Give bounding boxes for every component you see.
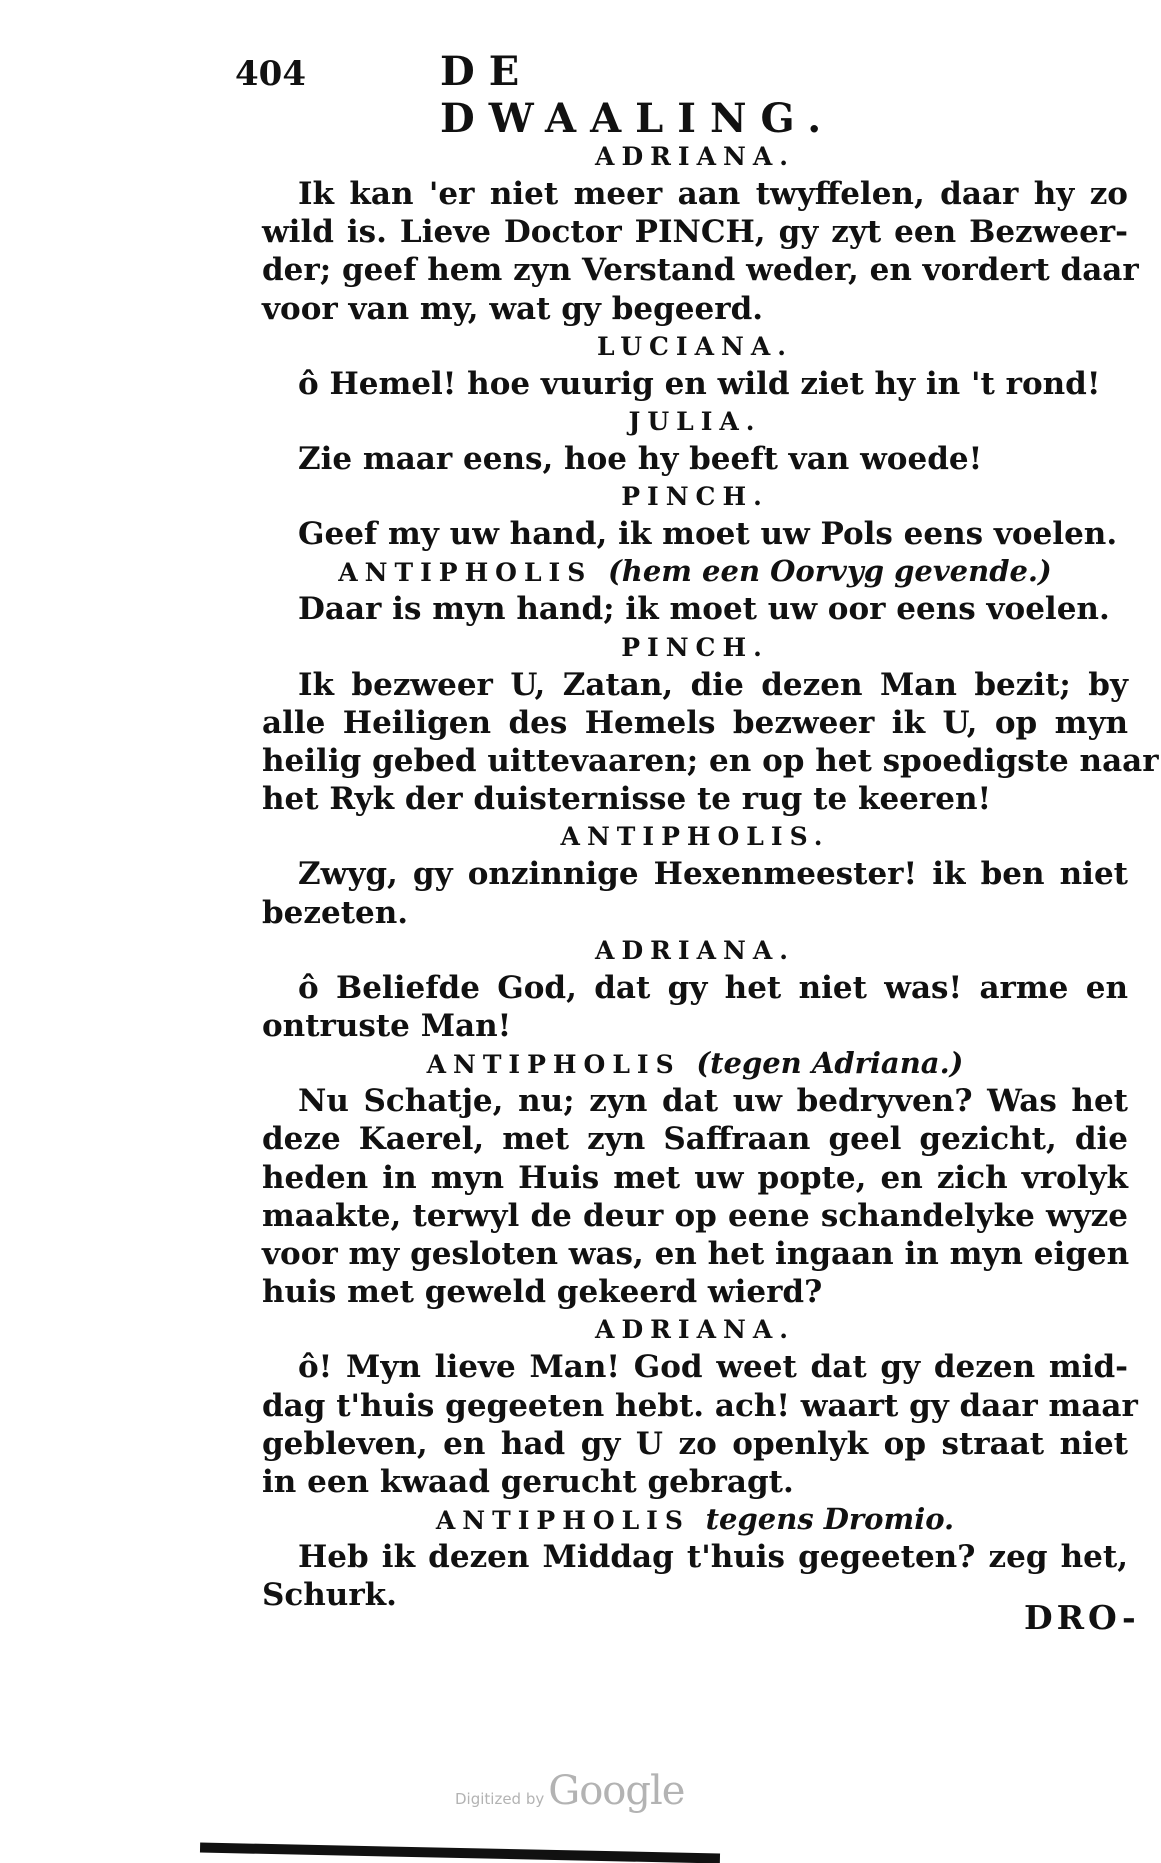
speaker-heading [262,553,1128,590]
speech-line: der; geef hem zyn Verstand weder, en vordert daar [262,252,1139,289]
speaker-name: ANTIPHOLIS. [560,822,830,852]
dialogue-text [262,138,1159,1615]
speaker-name: JULIA. [628,407,762,437]
google-logo: Google [548,1768,685,1814]
speech-line: het Ryk der duisternisse te rug te keeren! [262,781,992,818]
speech-line: heden in myn Huis met uw popte, en zich vrolyk [262,1159,1128,1196]
speech-line: huis met geweld gekeerd wierd? [262,1274,823,1311]
speech-line: Schurk. [262,1577,397,1614]
speaker-name: ANTIPHOLIS [435,1506,690,1536]
speech-line: alle Heiligen des Hemels bezweer ik U, op myn [262,704,1128,741]
speaker-heading [262,138,1128,175]
speaker-name: LUCIANA. [597,331,793,361]
speech-line: heilig gebed uittevaaren; en op het spoedigste naar [262,743,1159,780]
speech-line: ontruste Man! [262,1008,512,1045]
speech-line: ô Hemel! hoe vuurig en wild ziet hy in 't rond! [298,365,1101,402]
speaker-heading [262,403,1128,440]
speech-line: Heb ik dezen Middag t'huis gegeeten? zeg het, [298,1539,1128,1576]
running-title: DE DWAALING. [440,48,836,142]
digitized-watermark [455,1768,684,1814]
speech-line: Zie maar eens, hoe hy beeft van woede! [298,441,983,478]
speech-line: voor my gesloten was, en het ingaan in myn eigen [262,1236,1130,1273]
speaker-heading [262,478,1128,515]
speech-line: Nu Schatje, nu; zyn dat uw bedryven? Was het [298,1083,1128,1120]
speech-paragraph [262,365,1128,403]
speaker-name: PINCH. [621,482,769,512]
speech-paragraph [262,1538,1128,1614]
speech-line: ô Beliefde God, dat gy het niet was! arme en [298,969,1128,1006]
speech-line: gebleven, en had gy U zo openlyk op straat niet [262,1425,1128,1462]
speech-paragraph [262,1082,1128,1311]
speech-line: Ik bezweer U, Zatan, die dezen Man bezit; by [298,666,1128,703]
speech-line: wild is. Lieve Doctor PINCH, gy zyt een Bezweer- [262,214,1128,251]
speaker-heading [262,629,1128,666]
speaker-heading [262,818,1128,855]
speaker-name: PINCH. [621,632,769,662]
speaker-name: ADRIANA. [595,142,795,171]
speaker-heading [262,1311,1128,1348]
speaker-name: ADRIANA. [595,1315,795,1345]
speech-line: Ik kan 'er niet meer aan twyffelen, daar hy zo [298,176,1128,212]
speech-line: Zwyg, gy onzinnige Hexenmeester! ik ben niet [298,856,1128,893]
page-number: 404 [235,54,306,94]
speaker-heading [262,1045,1128,1082]
speech-line: dag t'huis gegeeten hebt. ach! waart gy daar maar [262,1387,1138,1424]
speaker-heading [262,1501,1128,1538]
bottom-edge-shadow [200,1843,720,1863]
speech-line: deze Kaerel, met zyn Saffraan geel gezicht, die [262,1121,1128,1158]
speech-line: voor van my, wat gy begeerd. [262,290,764,327]
speech-line: bezeten. [262,894,409,931]
digitized-prefix: Digitized by [455,1790,545,1808]
speech-paragraph [262,590,1128,628]
stage-direction: (hem een Oorvyg gevende.) [608,554,1052,589]
speech-paragraph [262,666,1159,819]
speech-paragraph [262,175,1139,328]
speech-line: in een kwaad gerucht gebragt. [262,1464,794,1501]
speech-line: maakte, terwyl de deur op eene schandelyke wyze [262,1197,1128,1234]
speech-paragraph [262,1348,1138,1501]
page-header [235,48,935,142]
speech-line: ô! Myn lieve Man! God weet dat gy dezen mid- [298,1349,1128,1386]
speaker-name: ADRIANA. [595,935,795,965]
speech-line: Geef my uw hand, ik moet uw Pols eens voelen. [298,516,1118,553]
speaker-name: ANTIPHOLIS [338,558,593,588]
speech-paragraph [262,515,1128,553]
speech-line: Daar is myn hand; ik moet uw oor eens voelen. [298,591,1110,628]
speaker-heading [262,328,1128,365]
speech-paragraph [262,969,1128,1045]
speaker-name: ANTIPHOLIS [426,1050,681,1080]
speech-paragraph [262,440,1128,478]
catchword: DRO- [1024,1598,1140,1637]
stage-direction: tegens Dromio. [705,1502,955,1537]
speech-paragraph [262,855,1128,931]
speaker-heading [262,932,1128,969]
stage-direction: (tegen Adriana.) [696,1046,964,1081]
